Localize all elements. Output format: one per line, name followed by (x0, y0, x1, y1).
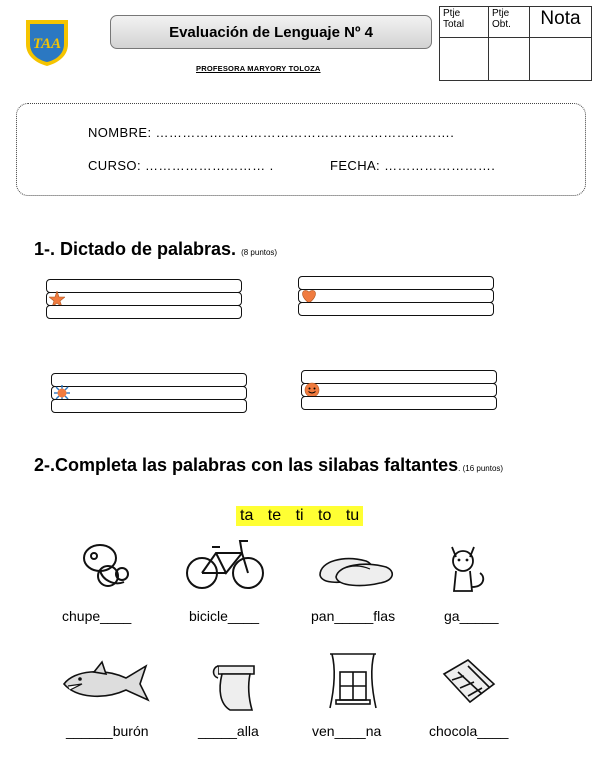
score-obtained-header (489, 7, 530, 38)
course-field[interactable]: CURSO: ……………………… . (88, 158, 274, 173)
dictation-lines-3[interactable] (51, 374, 247, 413)
score-total-label: Ptje Total (443, 8, 465, 30)
writing-line[interactable] (301, 383, 497, 397)
section2-title (34, 455, 503, 476)
word-item-1[interactable]: chupe____ (62, 608, 132, 624)
bicycle-icon (184, 535, 266, 591)
writing-line[interactable] (46, 279, 242, 293)
dictation-lines-2[interactable] (298, 277, 494, 316)
section2-points: . (16 puntos) (458, 464, 504, 473)
word-item-8[interactable]: chocola____ (429, 723, 509, 739)
section1-points: (8 puntos) (241, 248, 278, 257)
score-total-header (440, 7, 489, 38)
window-icon (326, 650, 380, 712)
writing-line[interactable] (51, 386, 247, 400)
syllables-banner: ta te ti to tu (236, 506, 363, 526)
writing-line[interactable] (298, 289, 494, 303)
word-item-2[interactable]: bicicle____ (189, 608, 260, 624)
dictation-lines-4[interactable] (301, 371, 497, 410)
word-item-4[interactable]: ga_____ (444, 608, 499, 624)
word-item-6[interactable]: _____alla (198, 723, 259, 739)
word-item-7[interactable]: ven____na (312, 723, 382, 739)
score-obtained-cell[interactable] (489, 38, 530, 81)
shark-icon (60, 660, 152, 706)
writing-line[interactable] (51, 399, 247, 413)
school-logo (22, 16, 72, 68)
pacifier-icon (78, 540, 134, 592)
word-item-3[interactable]: pan_____flas (311, 608, 396, 624)
dictation-lines-1[interactable] (46, 280, 242, 319)
writing-line[interactable] (46, 292, 242, 306)
towel-icon (208, 656, 266, 714)
writing-line[interactable] (51, 373, 247, 387)
section1-title-text: 1-. Dictado de palabras. (34, 239, 237, 259)
date-field[interactable]: FECHA: ……………………. (330, 158, 496, 173)
writing-line[interactable] (301, 370, 497, 384)
name-field[interactable]: NOMBRE: …………………………………………………………. (88, 125, 455, 140)
word-item-5[interactable]: ______burón (66, 723, 149, 739)
student-info-box (16, 103, 586, 196)
writing-line[interactable] (298, 302, 494, 316)
section2-title-text: 2-.Completa las palabras con las silabas faltantes (34, 455, 459, 475)
score-table (439, 6, 592, 81)
grade-header: Nota (530, 7, 592, 38)
cat-icon (444, 543, 488, 597)
page-title: Evaluación de Lenguaje Nº 4 (110, 15, 432, 49)
section1-title (34, 239, 277, 260)
logo-lettering: TAA (32, 36, 62, 52)
writing-line[interactable] (46, 305, 242, 319)
score-total-cell[interactable] (440, 38, 489, 81)
score-obtained-label: Ptje Obt. (492, 8, 511, 30)
teacher-name: PROFESORA MARYORY TOLOZA (196, 64, 321, 73)
writing-line[interactable] (298, 276, 494, 290)
chocolate-icon (438, 656, 500, 706)
slippers-icon (316, 547, 396, 587)
grade-cell[interactable] (530, 38, 592, 81)
writing-line[interactable] (301, 396, 497, 410)
